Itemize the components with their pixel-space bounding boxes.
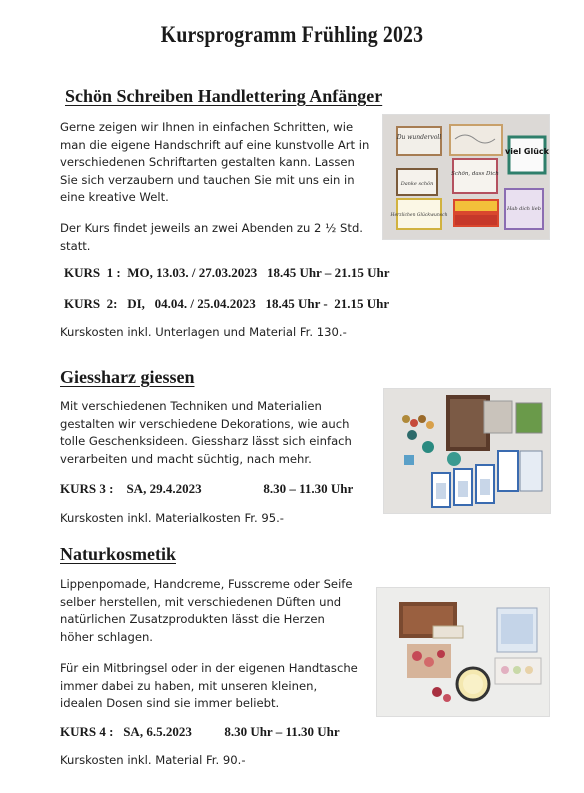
photo-text-schoen: Schön, dass Dich <box>451 171 499 177</box>
course-3-schedule: KURS 3 : SA, 29.4.2023 8.30 – 11.30 Uhr <box>60 481 354 496</box>
photo-text-glueck: viel Glück <box>505 147 549 156</box>
photo-text-herzlichen: Herzlichen Glückwunsch <box>390 213 448 218</box>
giessharz-cost: Kurskosten inkl. Materialkosten Fr. 95.- <box>60 511 284 525</box>
section-heading-handlettering: Schön Schreiben Handlettering Anfänger <box>65 86 383 106</box>
naturkosmetik-description: Lippenpomade, Handcreme, Fusscreme oder Seife selber herstellen, mit verschiedenen Düften und natürlichen Zusatzprodukten lässt die Herzen höher schlagen. <box>60 577 353 644</box>
course-1-schedule: KURS 1 : MO, 13.03. / 27.03.2023 18.45 Uhr – 21.15 Uhr <box>64 265 390 280</box>
page-title: Kursprogramm Frühling 2023 <box>160 22 424 47</box>
handlettering-cost: Kurskosten inkl. Unterlagen und Material Fr. 130.- <box>60 325 347 339</box>
handlettering-duration: Der Kurs findet jeweils an zwei Abenden zu 2 ½ Std. statt. <box>60 221 363 253</box>
photo-text-danke: Danke schön <box>400 181 434 187</box>
course-2-schedule: KURS 2: DI, 04.04. / 25.04.2023 18.45 Uhr - 21.15 Uhr <box>64 296 390 311</box>
section-heading-naturkosmetik: Naturkosmetik <box>60 544 176 564</box>
giessharz-description: Mit verschiedenen Techniken und Materialien gestalten wir verschiedene Dekorations, wie auch tolle Geschenksideen. Giessharz lässt sich einfach verarbeiten und macht süchtig, nach mehr. <box>60 399 352 466</box>
course-4-schedule: KURS 4 : SA, 6.5.2023 8.30 Uhr – 11.30 Uhr <box>60 724 340 739</box>
photo-text-du: Du wundervoll <box>396 134 442 141</box>
handlettering-description: Gerne zeigen wir Ihnen in einfachen Schritten, wie man die eigene Handschrift auf eine kunstvolle Art in verschiedenen Schriftarten gestalten kann. Lassen Sie sich verzaubern und tauchen Sie mit uns ein in eine kreative Welt. <box>60 120 370 204</box>
naturkosmetik-cost: Kurskosten inkl. Material Fr. 90.- <box>60 753 246 767</box>
photo-text-hab: Hab dich lieb <box>507 206 541 212</box>
section-heading-giessharz: Giessharz giessen <box>60 367 195 387</box>
giessharz-photo <box>383 388 551 514</box>
handlettering-photo <box>382 114 550 240</box>
naturkosmetik-gift-text: Für ein Mitbringsel oder in der eigenen Handtasche immer dabei zu haben, mit unseren kleinen, idealen Dosen sind sie immer beliebt. <box>60 661 358 710</box>
naturkosmetik-photo <box>376 587 550 717</box>
